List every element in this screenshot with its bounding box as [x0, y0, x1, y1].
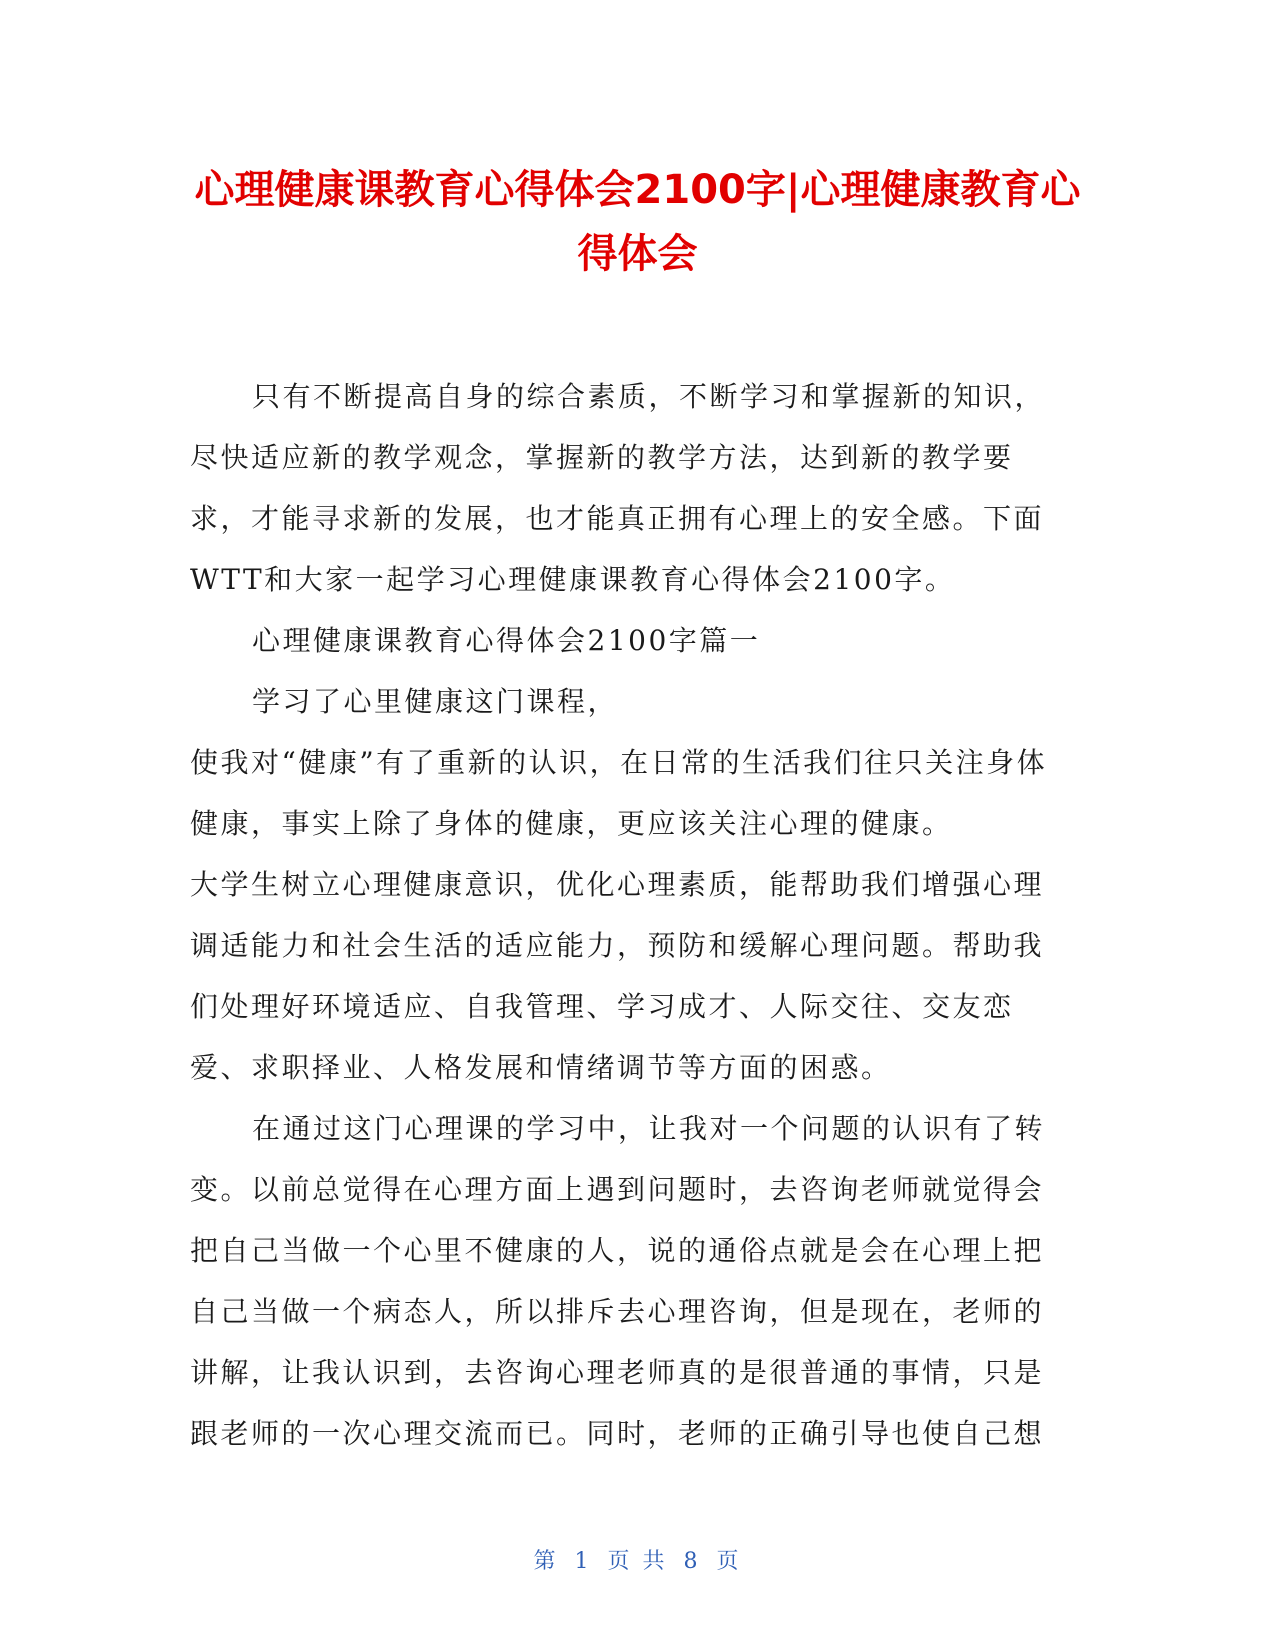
current-page-number: 1: [574, 1549, 592, 1574]
section-heading: 心理健康课教育心得体会2100字篇一: [252, 624, 761, 657]
total-pages-number: 8: [683, 1549, 701, 1574]
paragraph: 在通过这门心理课的学习中，让我对一个问题的认识有了转变。以前总觉得在心理方面上遇到问题时，去咨询老师就觉得会把自己当做一个心里不健康的人，说的通俗点就是会在心理上把自己当做一个病态人，所以排斥去心理咨询，但是现在，老师的讲解，让我认识到，去咨询心理老师真的是很普通的事情，只是跟老师的一次心理交流而已。同时，老师的正确引导也使自己想: [190, 1112, 1046, 1450]
footer-middle: 页 共: [607, 1549, 668, 1574]
document-title: 心理健康课教育心得体会2100字|心理健康教育心得体会: [194, 167, 1081, 277]
paragraph: 学习了心里健康这门课程，: [252, 685, 619, 718]
intro-paragraph: 只有不断提高自身的综合素质，不断学习和掌握新的知识，尽快适应新的教学观念，掌握新的教学方法，达到新的教学要求，才能寻求新的发展，也才能真正拥有心理上的安全感。下面WTT和大家一起学习心理健康课教育心得体会2100字。: [190, 380, 1046, 596]
paragraph: 大学生树立心理健康意识，优化心理素质，能帮助我们增强心理调适能力和社会生活的适应能力，预防和缓解心理问题。帮助我们处理好环境适应、自我管理、学习成才、人际交往、交友恋爱、求职择业、人格发展和情绪调节等方面的困惑。: [190, 868, 1045, 1084]
page-footer: [0, 1544, 1275, 1575]
footer-prefix: 第: [533, 1549, 559, 1574]
footer-suffix: 页: [716, 1549, 742, 1574]
document-body: [190, 366, 1070, 1464]
paragraph: 使我对“健康”有了重新的认识，在日常的生活我们往只关注身体健康，事实上除了身体的健康，更应该关注心理的健康。: [190, 746, 1048, 840]
